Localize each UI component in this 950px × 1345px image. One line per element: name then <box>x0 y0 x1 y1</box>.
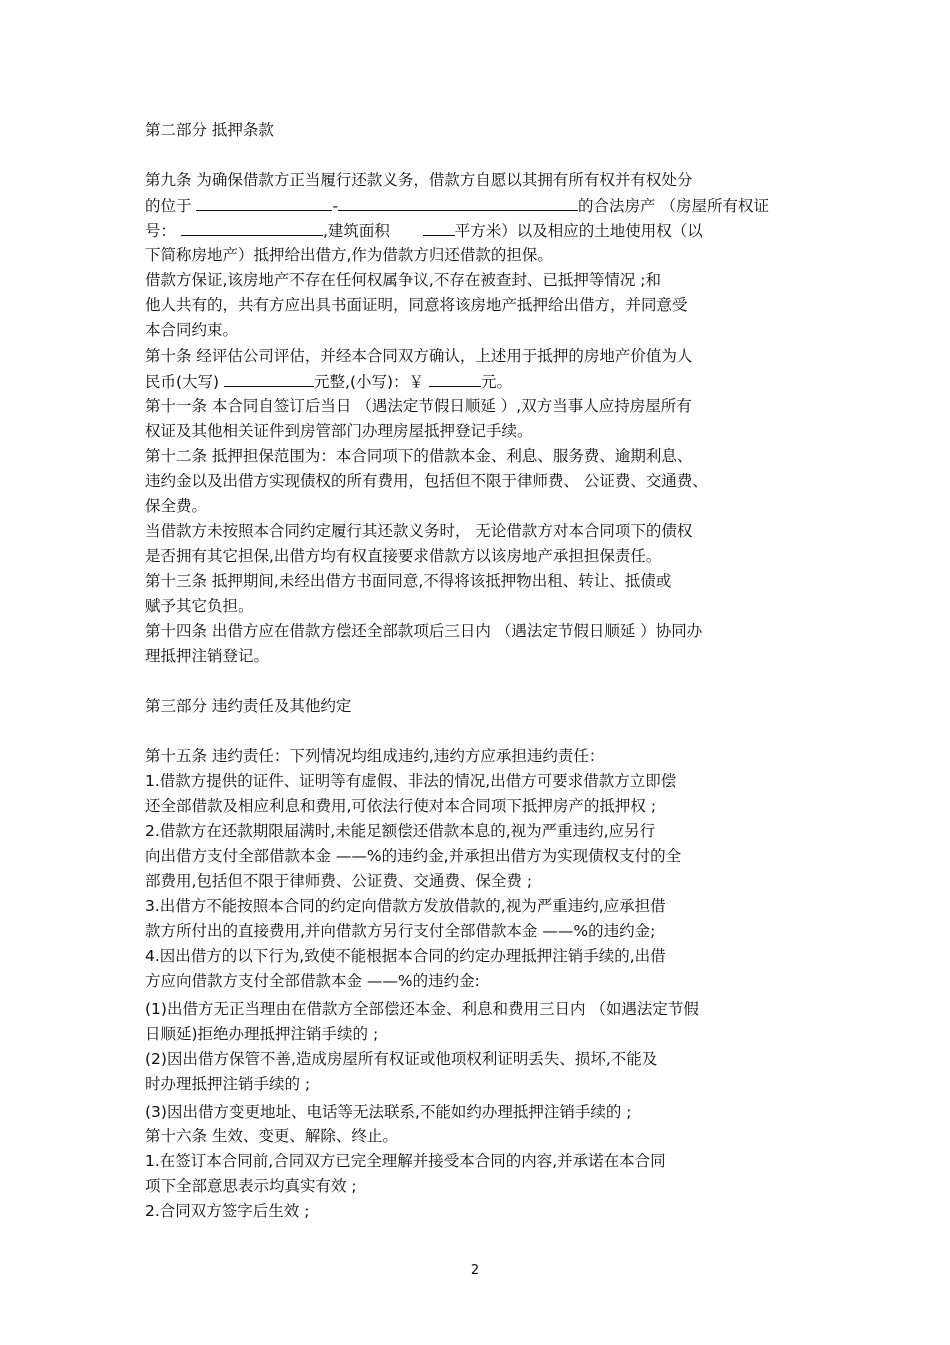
article-9-line-3 <box>145 218 703 242</box>
article-12-line-2: 违约金以及出借方实现债权的所有费用，包括但不限于律师费、 公证费、交通费、 <box>145 472 708 490</box>
article-15-item-2a: 2.借款方在还款期限届满时,未能足额偿还借款本息的,视为严重违约,应另行 <box>145 822 656 840</box>
amount-figures-blank <box>429 369 481 387</box>
article-15-sub-3a: (3)因出借方变更地址、电话等无法联系,不能如约办理抵押注销手续的 ; <box>145 1103 632 1121</box>
article-10-text: 民币(大写) <box>145 373 225 391</box>
amount-words-blank <box>224 369 314 387</box>
article-15-item-2b: 向出借方支付全部借款本金 ——%的违约金,并承担出借方为实现债权支付的全 <box>145 847 682 865</box>
article-15-sub-2a: (2)因出借方保管不善,造成房屋所有权证或他项权利证明丢失、损坏,不能及 <box>145 1050 658 1068</box>
article-15-line-1: 第十五条 违约责任：下列情况均组成违约,违约方应承担违约责任： <box>145 747 605 765</box>
article-9-line-5: 借款方保证,该房地产不存在任何权属争议,不存在被查封、已抵押等情况 ;和 <box>145 271 662 289</box>
article-10-line-2 <box>145 369 512 393</box>
article-12-line-5: 是否拥有其它担保,出借方均有权直接要求借款方以该房地产承担担保责任。 <box>145 547 662 565</box>
article-16-item-2a: 2.合同双方签字后生效 ; <box>145 1202 310 1220</box>
article-15-item-1a: 1.借款方提供的证件、证明等有虚假、非法的情况,出借方可要求借款方立即偿 <box>145 772 677 790</box>
article-10-line-1: 第十条 经评估公司评估，并经本合同双方确认，上述用于抵押的房地产价值为人 <box>145 347 693 365</box>
article-9-text: ,建筑面积 <box>322 222 395 240</box>
article-9-line-4: 下简称房地产）抵押给出借方,作为借款方归还借款的担保。 <box>145 246 553 264</box>
article-10-text: 元。 <box>480 373 512 391</box>
article-9-line-1: 第九条 为确保借款方正当履行还款义务，借款方自愿以其拥有所有权并有权处分 <box>145 171 693 189</box>
article-9-text: 的合法房产 （房屋所有权证 <box>578 197 769 215</box>
article-12-line-3: 保全费。 <box>145 497 208 515</box>
article-9-line-2 <box>145 193 769 217</box>
article-16-item-1a: 1.在签订本合同前,合同双方已完全理解并接受本合同的内容,并承诺在本合同 <box>145 1152 666 1170</box>
article-15-item-4a: 4.因出借方的以下行为,致使不能根据本合同的约定办理抵押注销手续的,出借 <box>145 947 666 965</box>
article-15-item-1b: 还全部借款及相应利息和费用,可依法行使对本合同项下抵押房产的抵押权 ; <box>145 797 657 815</box>
article-15-item-3b: 款方所付出的直接费用,并向借款方另行支付全部借款本金 ——%的违约金; <box>145 922 656 940</box>
address-blank-1 <box>196 193 332 211</box>
part2-heading: 第二部分 抵押条款 <box>145 121 274 139</box>
article-16-item-1b: 项下全部意思表示均真实有效 ; <box>145 1177 357 1195</box>
article-12-line-4: 当借款方未按照本合同约定履行其还款义务时， 无论借款方对本合同项下的债权 <box>145 522 693 540</box>
article-9-text: 的位于 <box>145 197 197 215</box>
article-15-item-4b: 方应向借款方支付全部借款本金 ——%的违约金: <box>145 972 480 990</box>
article-16-line-1: 第十六条 生效、变更、解除、终止。 <box>145 1127 398 1145</box>
certificate-number-blank <box>181 218 323 236</box>
address-blank-2 <box>338 193 578 211</box>
address-dash: - <box>332 197 339 215</box>
article-15-sub-1a: (1)出借方无正当理由在借款方全部偿还本金、利息和费用三日内 （如遇法定节假 <box>145 1000 699 1018</box>
article-9-text: 平方米）以及相应的土地使用权（以 <box>454 222 703 240</box>
article-13-line-1: 第十三条 抵押期间,未经出借方书面同意,不得将该抵押物出租、转让、抵债或 <box>145 572 672 590</box>
area-blank <box>423 218 455 236</box>
page-number: 2 <box>470 1263 480 1278</box>
article-15-item-2c: 部费用,包括但不限于律师费、公证费、交通费、保全费 ; <box>145 872 533 890</box>
article-12-line-1: 第十二条 抵押担保范围为：本合同项下的借款本金、利息、服务费、逾期利息、 <box>145 447 693 465</box>
article-15-item-3a: 3.出借方不能按照本合同的约定向借款方发放借款的,视为严重违约,应承担借 <box>145 897 666 915</box>
article-9-text: 号： <box>145 222 181 240</box>
article-9-line-7: 本合同约束。 <box>145 321 239 339</box>
article-15-sub-2b: 时办理抵押注销手续的 ; <box>145 1075 311 1093</box>
article-9-line-6: 他人共有的，共有方应出具书面证明，同意将该房地产抵押给出借方，并同意受 <box>145 296 688 314</box>
article-11-line-1: 第十一条 本合同自签订后当日 （遇法定节假日顺延 ）,双方当事人应持房屋所有 <box>145 397 692 415</box>
article-10-text: 元整,(小写)：￥ <box>314 373 429 391</box>
article-15-sub-1b: 日顺延)拒绝办理抵押注销手续的 ; <box>145 1025 379 1043</box>
article-11-line-2: 权证及其他相关证件到房管部门办理房屋抵押登记手续。 <box>145 422 533 440</box>
article-13-line-2: 赋予其它负担。 <box>145 597 254 615</box>
article-14-line-2: 理抵押注销登记。 <box>145 647 270 665</box>
part3-heading: 第三部分 违约责任及其他约定 <box>145 697 352 715</box>
article-14-line-1: 第十四条 出借方应在借款方偿还全部款项后三日内 （遇法定节假日顺延 ）协同办 <box>145 622 703 640</box>
